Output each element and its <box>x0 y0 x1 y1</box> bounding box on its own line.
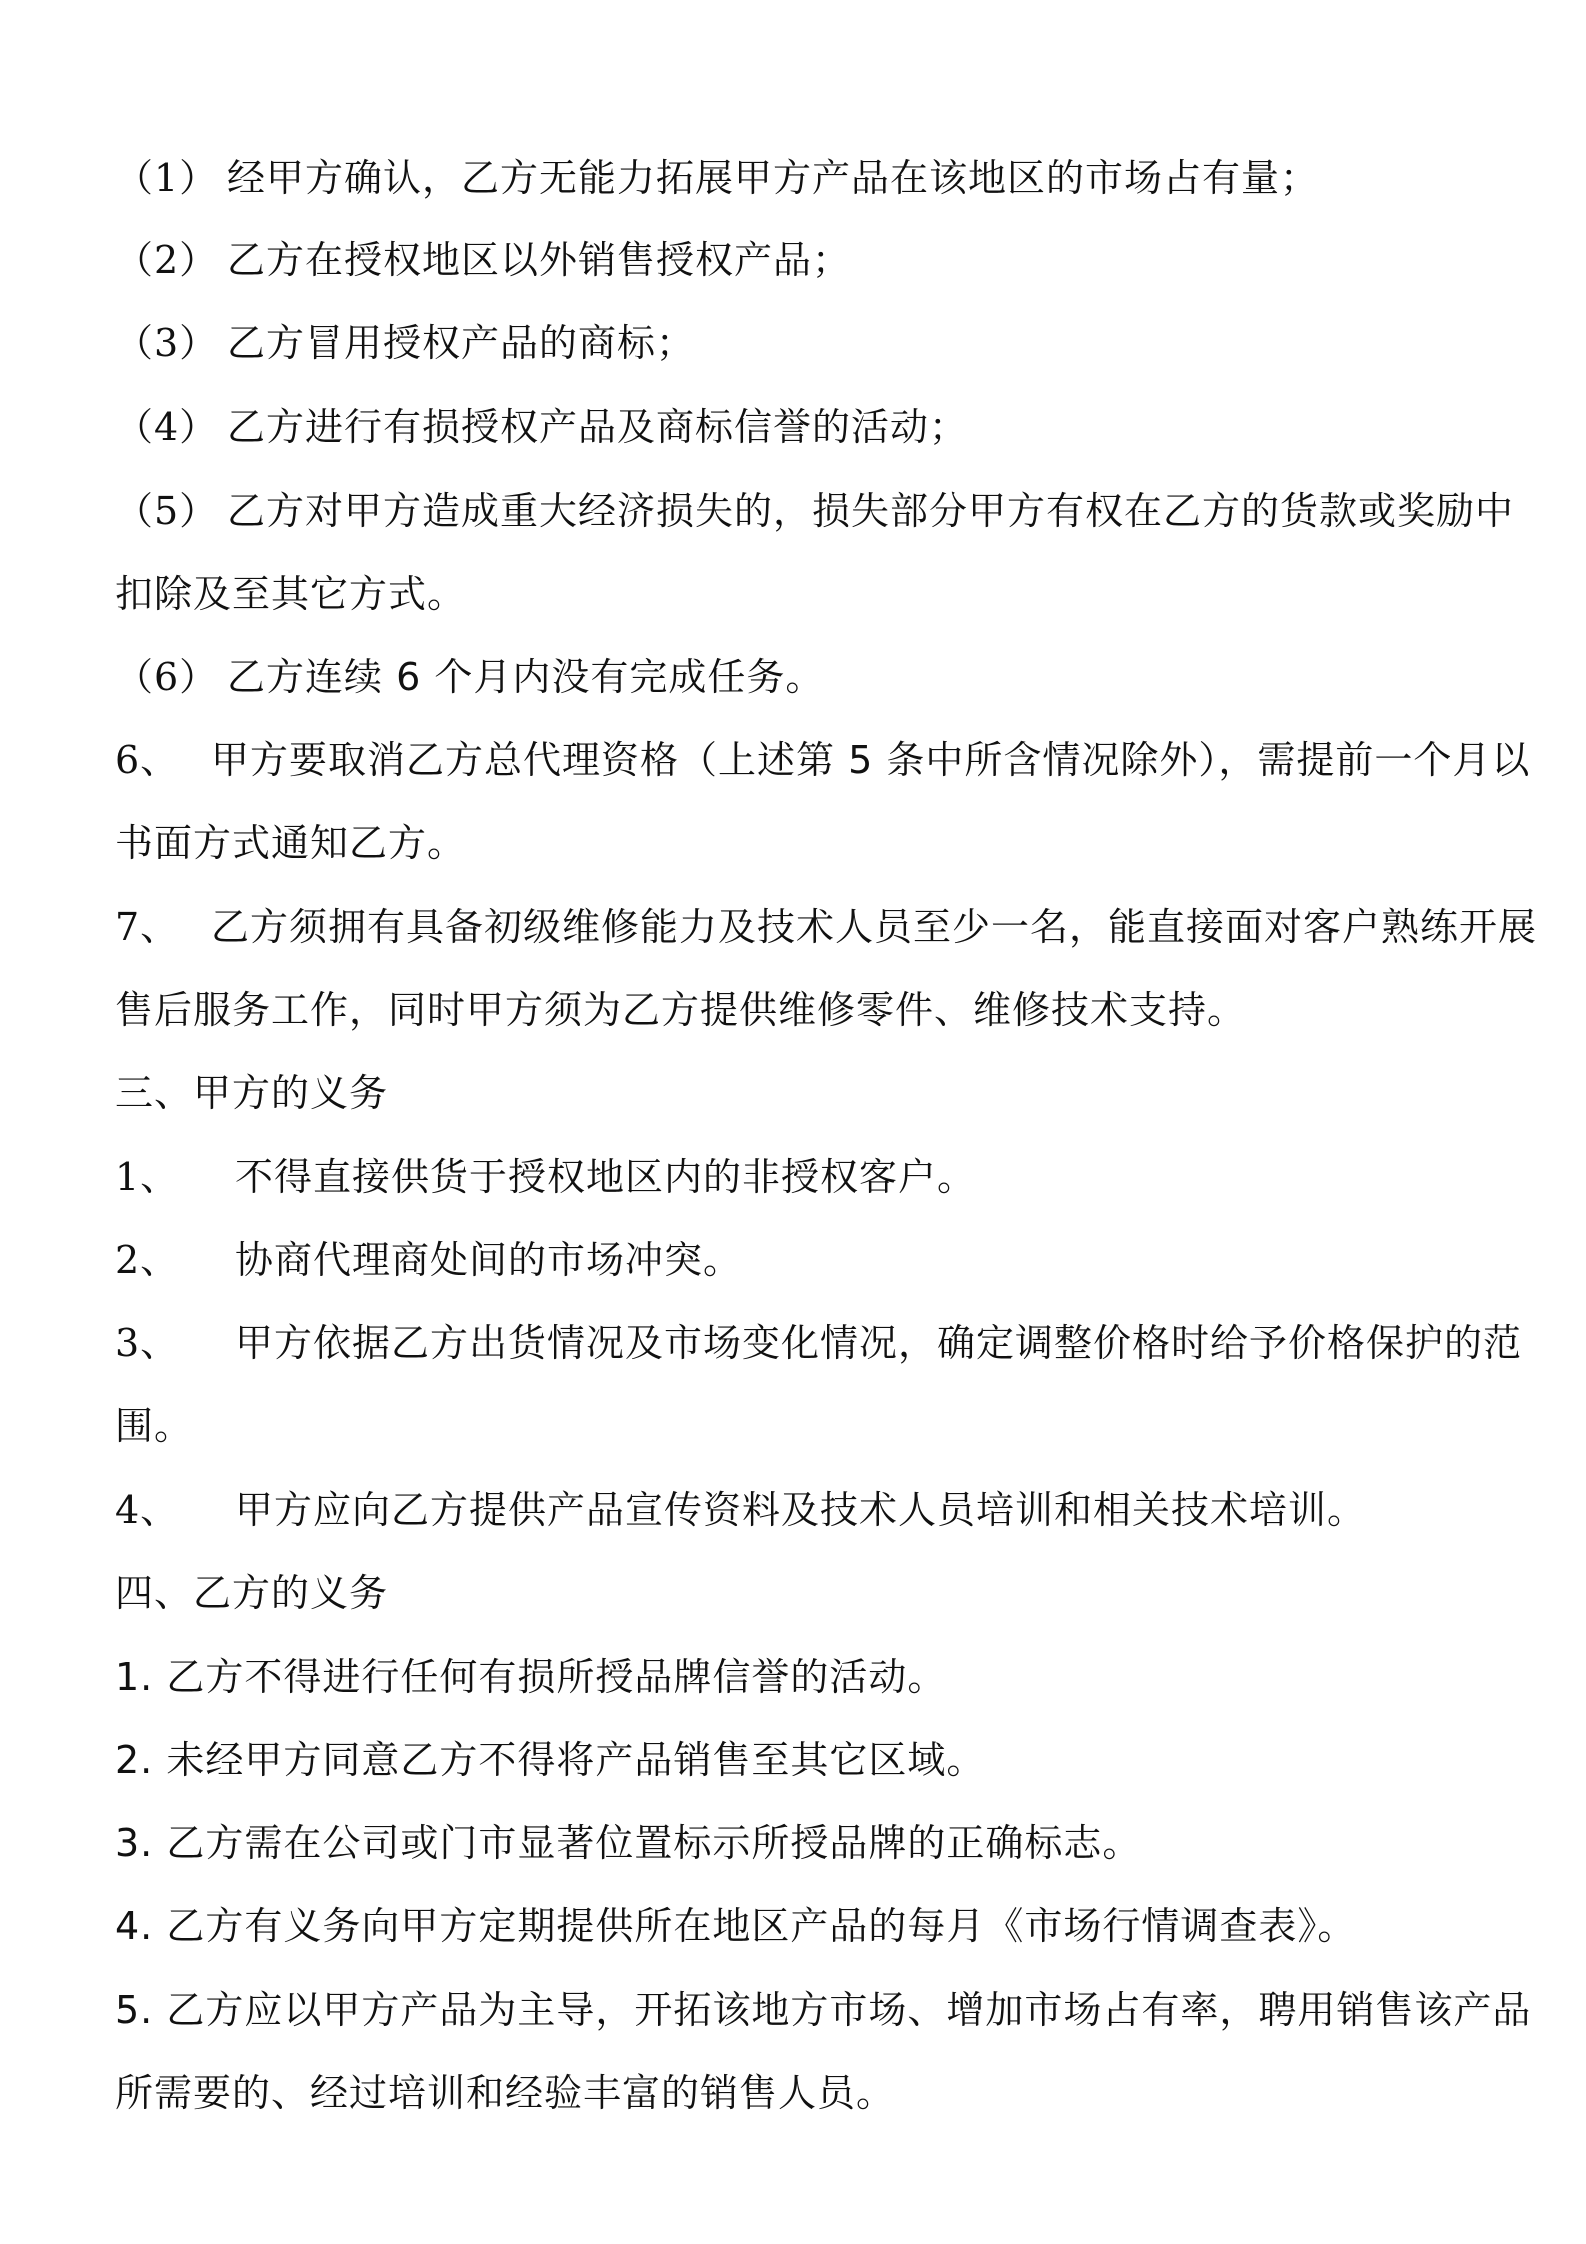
section-heading <box>115 1568 388 1618</box>
clause-text: 协商代理商处间的市场冲突。 <box>235 1238 743 1282</box>
section-title: 四、乙方的义务 <box>115 1571 389 1615</box>
clause-number: 1、 <box>115 1155 180 1199</box>
clause-number: （6） <box>115 655 219 699</box>
clause-number: （4） <box>115 405 219 449</box>
duty-text: 5. 乙方应以甲方产品为主导，开拓该地方市场、增加市场占有率，聘用销售该产品 <box>115 1988 1532 2032</box>
clause-text: 乙方须拥有具备初级维修能力及技术人员至少一名，能直接面对客户熟练开展 <box>211 905 1538 949</box>
clause-number: 6、 <box>115 738 180 782</box>
clause-text: 甲方应向乙方提供产品宣传资料及技术人员培训和相关技术培训。 <box>235 1488 1367 1532</box>
clause-number: （3） <box>115 321 219 365</box>
clause-text: 书面方式通知乙方。 <box>115 821 467 865</box>
clause-line <box>115 235 851 285</box>
duty-item <box>115 1985 1531 2035</box>
duty-item <box>115 1735 985 1785</box>
clause-line <box>115 735 1530 785</box>
clause-continuation <box>115 1401 193 1451</box>
clause-text: 甲方要取消乙方总代理资格（上述第 5 条中所含情况除外），需提前一个月以 <box>211 738 1531 782</box>
clause-text: 乙方在授权地区以外销售授权产品； <box>227 238 852 282</box>
clause-number: （5） <box>115 489 219 533</box>
duty-text: 3. 乙方需在公司或门市显著位置标示所授品牌的正确标志。 <box>115 1821 1142 1865</box>
clause-text: 乙方对甲方造成重大经济损失的，损失部分甲方有权在乙方的货款或奖励中 <box>227 489 1515 533</box>
clause-number: （2） <box>115 238 219 282</box>
clause-continuation <box>115 985 1246 1035</box>
clause-number: 2、 <box>115 1238 180 1282</box>
clause-continuation <box>115 569 466 619</box>
clause-text: 乙方冒用授权产品的商标； <box>227 321 696 365</box>
clause-line <box>115 652 824 702</box>
clause-number: 4、 <box>115 1488 180 1532</box>
clause-text: 甲方依据乙方出货情况及市场变化情况，确定调整价格时给予价格保护的范 <box>235 1321 1523 1365</box>
clause-line <box>115 1318 1522 1368</box>
clause-line <box>115 402 968 452</box>
clause-number: 7、 <box>115 905 180 949</box>
clause-line <box>115 902 1537 952</box>
clause-line <box>115 1485 1366 1535</box>
duty-text: 1. 乙方不得进行任何有损所授品牌信誉的活动。 <box>115 1655 947 1699</box>
duty-item <box>115 1901 1356 1951</box>
duty-text: 4. 乙方有义务向甲方定期提供所在地区产品的每月《市场行情调查表》。 <box>115 1904 1357 1948</box>
duty-continuation <box>115 2068 895 2118</box>
clause-line <box>115 1235 742 1285</box>
duty-item <box>115 1818 1141 1868</box>
clause-text: 经甲方确认，乙方无能力拓展甲方产品在该地区的市场占有量； <box>227 156 1320 200</box>
section-heading <box>115 1068 388 1118</box>
duty-item <box>115 1652 946 1702</box>
clause-text: 乙方连续 6 个月内没有完成任务。 <box>227 655 825 699</box>
clause-line <box>115 153 1319 203</box>
section-title: 三、甲方的义务 <box>115 1071 389 1115</box>
clause-number: （1） <box>115 156 219 200</box>
clause-text: 售后服务工作，同时甲方须为乙方提供维修零件、维修技术支持。 <box>115 988 1247 1032</box>
clause-line <box>115 1152 976 1202</box>
clause-continuation <box>115 818 466 868</box>
duty-text: 所需要的、经过培训和经验丰富的销售人员。 <box>115 2071 896 2115</box>
clause-number: 3、 <box>115 1321 180 1365</box>
clause-line <box>115 486 1514 536</box>
duty-text: 2. 未经甲方同意乙方不得将产品销售至其它区域。 <box>115 1738 986 1782</box>
clause-text: 乙方进行有损授权产品及商标信誉的活动； <box>227 405 969 449</box>
clause-line <box>115 318 695 368</box>
clause-text: 扣除及至其它方式。 <box>115 572 467 616</box>
clause-text: 不得直接供货于授权地区内的非授权客户。 <box>235 1155 977 1199</box>
clause-text: 围。 <box>115 1404 194 1448</box>
